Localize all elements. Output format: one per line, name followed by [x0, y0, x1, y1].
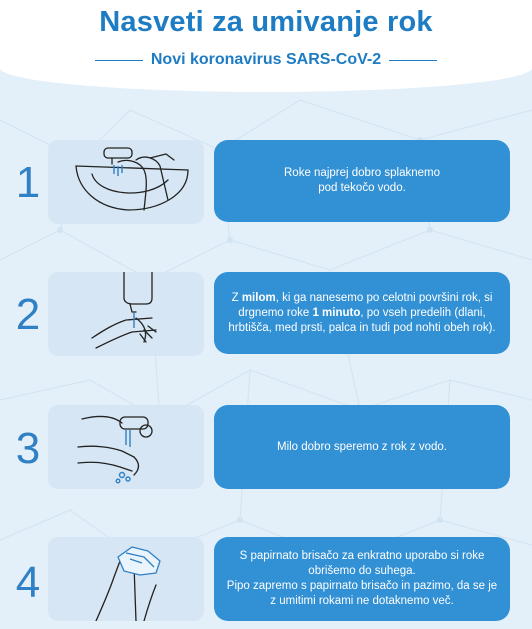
step-1-text: Roke najprej dobro splaknemo pod tekočo vodo.: [284, 167, 440, 194]
step-3-illustration: [48, 405, 204, 489]
page-subtitle: Novi koronavirus SARS-CoV-2: [150, 51, 382, 68]
step-4-text-box: [214, 537, 510, 621]
step-1-illustration: [48, 140, 204, 224]
step-2-illustration: [48, 272, 204, 356]
page-title: Nasveti za umivanje rok: [99, 6, 433, 38]
step-4-text-line-2: Pipo zapremo s papirnato brisačo in pazimo, da se je z umitimi rokami ne dotaknemo več.: [226, 580, 498, 607]
step-2-text-box: [214, 272, 510, 354]
step-4-number: 4: [15, 558, 41, 607]
soap-dispenser-hands-icon: [48, 272, 204, 356]
paper-towel-hands-icon: [48, 537, 204, 621]
step-3-text: Milo dobro speremo z rok z vodo.: [276, 440, 448, 453]
step-4-text-line-1: S papirnato brisačo za enkratno uporabo si roke obrišemo do suhega.: [239, 550, 485, 577]
step-3-text-box: [214, 405, 510, 489]
subtitle-rule-right: [389, 60, 437, 61]
subtitle-rule-left: [95, 60, 143, 61]
hands-under-faucet-icon: [48, 140, 204, 224]
step-2-text: Z milom, ki ga nanesemo po celotni površini rok, si drgnemo roke 1 minuto, po vseh predelih (dlani, hrbtišča, med prsti, palca in tudi pod nohti obeh rok).: [228, 291, 496, 334]
step-2-number: 2: [15, 290, 41, 339]
step-4-text: [214, 543, 510, 615]
step-1-number: 1: [15, 158, 41, 207]
header-banner: [0, 0, 532, 92]
step-3-number: 3: [15, 424, 41, 473]
step-1-text-box: [214, 140, 510, 222]
step-4-illustration: [48, 537, 204, 621]
rinse-hands-faucet-icon: [48, 405, 204, 489]
subtitle-row: [0, 50, 532, 70]
